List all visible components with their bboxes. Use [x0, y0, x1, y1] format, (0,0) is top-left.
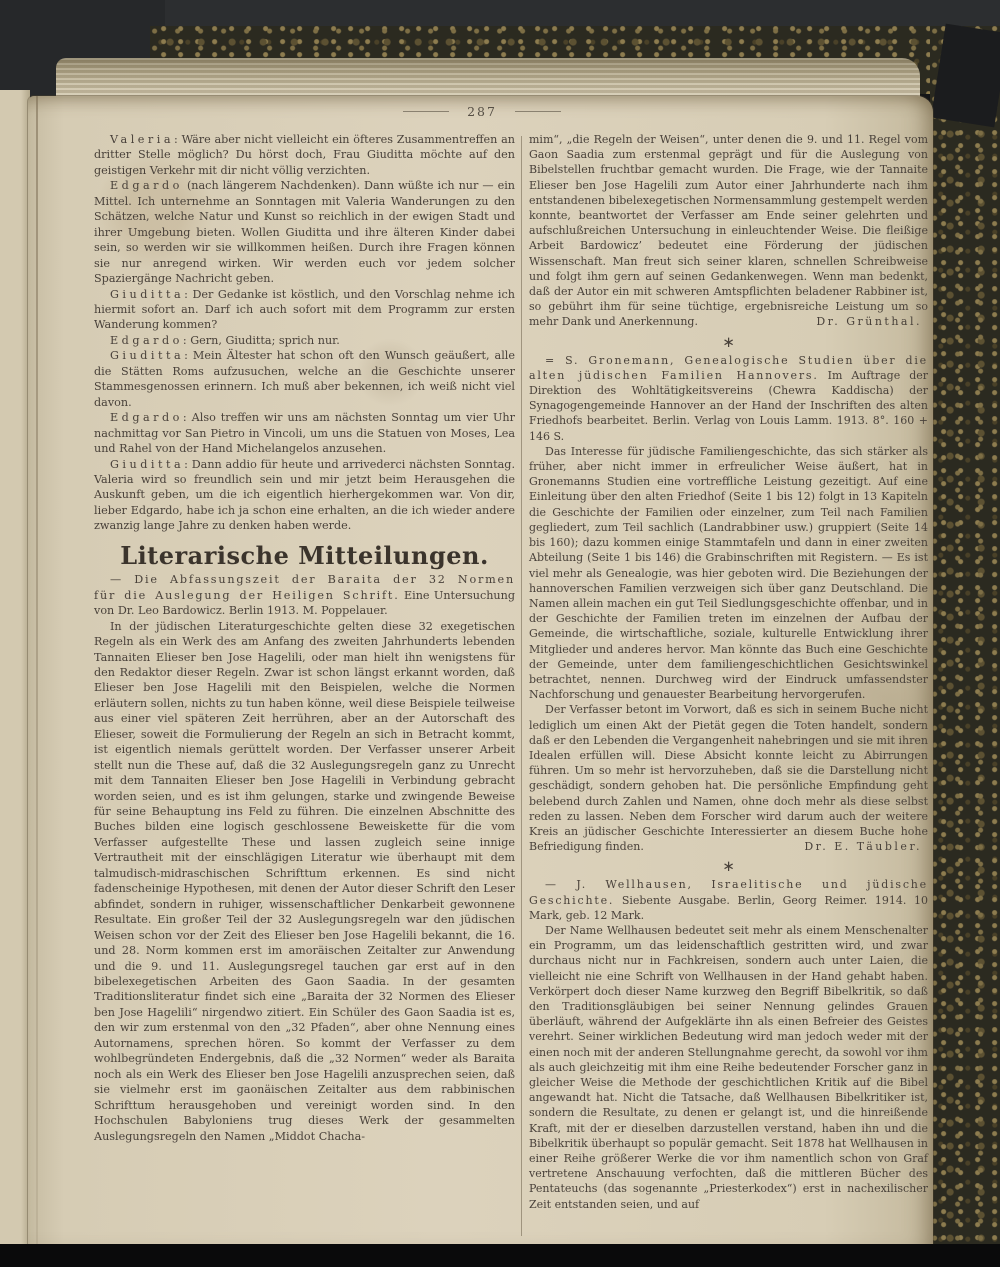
- review-body-continuation: mim“, „die Regeln der Weisen“, unter denen die 9. und 11. Regel vom Gaon Saadia zum erstenmal geprägt und für die Auslegung von Bibelstellen fruchtbar gemacht wurden. Die Frage, wie der Tannaite Elieser ben Jose Hagelili zum Autor einer Jahrhunderte nach ihm entstandenen bibelexegetischen Normensammlung gestempelt werden konnte, beantwortet der Verfasser am Ende seiner gelehrten und aufschlußreichen Untersuchung in einleuchtender Weise. Die fleißige Arbeit Bardowicz’ bedeutet eine Förderung der jüdischen Wissenschaft. Man freut sich seiner klaren, schnellen Schreibweise und folgt ihm gern auf seinen Gedankenwegen. Wenn man bedenkt, daß der Autor ein mit schweren Amtspflichten beladener Rabbiner ist, so gebührt ihm für seine tüchtige, ergebnisreiche Leistung um so mehr Dank und Anerkennung.: [529, 133, 928, 329]
- page-number-row: [312, 102, 652, 120]
- dialogue-paragraph: [94, 410, 515, 456]
- section-divider-ornament: ∗: [722, 857, 735, 876]
- book-cover-right-edge: [930, 26, 1000, 1250]
- dialogue-paragraph: [94, 132, 515, 178]
- background-shadow-bottom: [0, 1244, 1000, 1267]
- speaker-separator: :: [182, 333, 187, 347]
- speaker-name: Edgardo: [110, 411, 183, 425]
- speaker-note: (nach längerem Nachdenken).: [182, 179, 360, 193]
- speaker-separator: :: [184, 457, 188, 471]
- review-imprint: Im Auftrage der Direktion des Wohltätigkeitsvereins (Chewra Kaddischa) der Synagogengemeinde Hannover an der Hand der Inschriften des alten Friedhofs bearbeitet. Berlin. Verlag von Louis Lamm. 1913. 8°. 160 + 146 S.: [529, 368, 928, 443]
- folio-dash-left: [403, 111, 449, 112]
- review-body: In der jüdischen Literaturgeschichte gelten diese 32 exegetischen Regeln als ein Werk des am Anfang des zweiten Jahrhunderts lebenden Tannaiten Elieser ben Jose Hagelili, oder man hielt ihn wenigstens für den Redaktor dieser Regeln. Zwar ist schon längst erkannt worden, daß Elieser ben Jose Hagelili mit den Beispielen, welche die Normen erläutern sollen, nichts zu tun haben könne, weil diese Beispiele teilweise aus einer viel späteren Zeit herrühren, aber an der Autorschaft des Elieser, soweit die Formulierung der Regeln an sich in Betracht kommt, ist eigentlich niemals gerüttelt worden. Der Verfasser unserer Arbeit stellt nun die These auf, daß die 32 Auslegungsregeln ganz zu Unrecht mit dem Tannaiten Elieser ben Jose Hagelili in Verbindung gebracht worden seien, und es ist ihm gelungen, starke und zwingende Beweise für seine Behauptung ins Feld zu führen. Die einzelnen Abschnitte des Buches bilden eine logisch geschlossene Beweiskette für die vom Verfasser aufgestellte These und lassen zugleich seine innige Vertrautheit mit der einschlägigen Literatur wie überhaupt mit dem talmudisch-midraschischen Schrifttum erkennen. Es sind nicht fadenscheinige Hypothesen, mit denen der Autor dieser Schrift den Leser abfindet, sondern in ruhiger, wissenschaftlicher Denkarbeit gewonnene Resultate. Ein großer Teil der 32 Auslegungsregeln war den jüdischen Weisen schon vor der Zeit des Elieser ben Jose Hagelili bekannt, die 16. und 28. Norm kommen erst im amoräischen Zeitalter zur Anwendung und die 9. und 11. Auslegungsregel tauchen gar erst auf in den bibelexegetischen Arbeiten des Gaon Saadia. In der gesamten Traditionsliteratur findet sich eine „Baraita der 32 Normen des Elieser ben Jose Hagelili“ nirgendwo zitiert. Ein Schüler des Gaon Saadia ist es, den wir zum erstenmal von den „32 Pfaden“, aber ohne Nennung eines Autornamens, sprechen hören. So kommt der Verfasser zu dem wohlbegründeten Endergebnis, daß die „32 Normen“ weder als Baraita noch als ein Werk des Elieser ben Jose Hagelili anzusprechen seien, daß sie vielmehr erst im gaonäischen Zeitalter aus dem rabbinischen Schrifttum herausgehoben und vereinigt worden sind. In den Hochschulen Babyloniens trug dieses Werk der gesammelten Auslegungsregeln den Namen „Middot Chacha-: [94, 619, 515, 1143]
- dialogue-paragraph: [94, 178, 515, 286]
- speaker-name: Edgardo: [110, 333, 183, 347]
- review-body: Das Interesse für jüdische Familiengeschichte, das sich stärker als früher, aber nicht immer in erfreulicher Weise äußert, hat in Gronemanns Studien eine vortreffliche Leistung gezeitigt. Auf eine Einleitung über den alten Friedhof (Seite 1 bis 12) folgt in 13 Kapiteln die Geschichte der Familien oder einzelner, zum Teil nach Familien gegliedert, zum Teil sachlich (Landrabbiner usw.) gruppiert (Seite 14 bis 160); dazu kommen einige Stammtafeln und dann in einer zweiten Abteilung (Seite 1 bis 146) die Grabinschriften mit Registern. — Es ist viel mehr als Genealogie, was hier geboten wird. Die Beziehungen der hannoverschen Familien verzweigen sich über ganz Deutschland. Die Namen allein machen ein gut Teil Siedlungsgeschichte offenbar, und in der Geschichte der Familien treten im einzelnen der Aufbau der Gemeinde, die wirtschaftliche, soziale, kulturelle Entwicklung ihrer Mitglieder und anderes hervor. Man könnte das Buch eine Geschichte der Gemeinde, unter dem familiengeschichtlichen Gesichtswinkel betrachtet, nennen. Durchweg wird der Eindruck umfassendster Nachforschung und genauester Bearbeitung hervorgerufen.: [529, 444, 928, 702]
- dialogue-text: Wäre aber nicht vielleicht ein öfteres Zusammentreffen an dritter Stelle möglich? Du hörst doch, Frau Giuditta möchte auf den geistigen Verkehr mit dir nicht völlig verzichten.: [94, 133, 515, 177]
- speaker-separator: :: [174, 133, 178, 146]
- speaker-name: Giuditta: [110, 287, 185, 301]
- dialogue-text: Mein Ältester hat schon oft den Wunsch geäußert, alle die Stätten Roms aufzusuchen, welche an die Geschichte unserer Stammesgenossen erinnern. Ich muß aber bekennen, ich weiß nicht viel davon.: [94, 349, 515, 409]
- speaker-separator: :: [184, 287, 188, 301]
- column-rule: [521, 136, 522, 1236]
- review-body: Der Name Wellhausen bedeutet seit mehr als einem Menschenalter ein Programm, um das leidenschaftlich gestritten wird, und zwar durchaus nicht nur in Fachkreisen, sondern auch unter Laien, die vielleicht nie eine Schrift von Wellhausen in der Hand gehabt haben. Verkörpert doch dieser Name kurzweg den Begriff Bibelkritik, so daß den Traditionsgläubigen bei seiner Nennung gelindes Grauen überläuft, während der Aufgeklärte ihn als einen Befreier des Geistes verehrt. Seiner wirklichen Bedeutung wird man jedoch weder mit der einen noch mit der anderen Stellungnahme gerecht, da sowohl vor ihm als auch gleichzeitig mit ihm eine Reihe bedeutender Forscher ganz in gleicher Weise die Methode der geschichtlichen Kritik auf die Bibel angewandt hat. Nicht die Tatsache, daß Wellhausen Bibelkritiker ist, sondern die Resultate, zu denen er gelangt ist, und die hinreißende Kraft, mit der er dieselben darzustellen verstand, haben ihn und die Bibelkritik überhaupt so populär gemacht. Seit 1878 hat Wellhausen in einer Reihe größerer Werke die vor ihm namentlich schon von Graf vertretene Anschauung verfochten, daß die mittleren Bücher des Pentateuchs (das sogenannte „Priesterkodex“) erst in nachexilischer Zeit entstanden seien, und auf: [529, 923, 928, 1211]
- speaker-name: Valeria: [110, 133, 175, 146]
- dialogue-text: Gern, Giuditta; sprich nur.: [190, 333, 340, 347]
- review-imprint: Eine Untersuchung von Dr. Leo Bardowicz. Berlin 1913. M. Poppelauer.: [94, 588, 516, 618]
- dialogue-text: Der Gedanke ist köstlich, und den Vorschlag nehme ich hiermit sofort an. Darf ich auch sofort mit dem Programm zur ersten Wanderung kommen?: [94, 287, 515, 332]
- dialogue-text: Dann wüßte ich nur — ein Mittel. Ich unternehme an Sonntagen mit Valeria Wanderungen zu den Schätzen, welche Natur und Kunst so reichlich in der ewigen Stadt und ihrer Umgebung bieten. Wollen Giuditta und ihre älteren Kinder dabei sein, so werden wir sie willkommen heißen. Durch ihre Fragen können sie nur anregend wirken. Wir werden euch vor jedem solcher Spaziergänge Nachricht geben.: [94, 179, 515, 286]
- review-body: Der Verfasser betont im Vorwort, daß es sich in seinem Buche nicht lediglich um einen Akt der Pietät gegen die Toten handelt, sondern daß er den Lebenden die Vergangenheit nahebringen und sie mit ihren Idealen erfüllen will. Diese Absicht konnte leicht zu Abirrungen führen. Um so mehr ist hervorzuheben, daß sie die Darstellung nicht geschädigt, sondern gehoben hat. Die persönliche Empfindung geht belebend durch Zahlen und Namen, ohne doch mehr als diese selbst reden zu lassen. Neben dem Forscher wird darum auch der weitere Kreis an jüdischer Geschichte Interessierter an diesem Buche hohe Befriedigung finden.: [529, 703, 928, 854]
- right-column: [529, 132, 928, 1212]
- page-gutter-crease: [36, 96, 38, 1248]
- dialogue-paragraph: [94, 333, 515, 348]
- left-column: [94, 132, 515, 1144]
- reviewer-signature: Dr. E. Täubler.: [804, 840, 922, 854]
- speaker-separator: :: [182, 411, 187, 425]
- section-heading: Literarische Mitteilungen.: [120, 540, 489, 570]
- reviewer-signature: Dr. Grünthal.: [816, 315, 922, 329]
- section-divider-ornament: ∗: [722, 332, 735, 351]
- speaker-separator: :: [184, 349, 188, 363]
- dialogue-paragraph: [94, 457, 515, 534]
- dialogue-paragraph: [94, 348, 515, 410]
- adjacent-page-edge: [0, 90, 30, 1248]
- dialogue-text: Dann addio für heute und arrivederci nächsten Sonntag. Valeria wird so freundlich sein und mir jetzt beim Herausgehen die Auskunft geben, um die ich eigentlich hierhergekommen war. Von dir, lieber Edgardo, habe ich ja schon eine erhalten, an die ich wieder andere zwanzig lange Jahre zu denken haben werde.: [94, 457, 515, 533]
- review-title: — Die Abfassungszeit der Baraita der 32 Normen für die Auslegung der Heiligen Schrift.: [94, 573, 515, 602]
- page-number: 287: [467, 103, 497, 119]
- speaker-name: Giuditta: [110, 349, 185, 363]
- dialogue-paragraph: [94, 287, 515, 333]
- review-imprint: Siebente Ausgabe. Berlin, Georg Reimer. 1914. 10 Mark, geb. 12 Mark.: [529, 893, 929, 922]
- book-page: [28, 96, 933, 1248]
- dialogue-text: Also treffen wir uns am nächsten Sonntag um vier Uhr nachmittag vor San Pietro in Vincoli, um uns die Statuen von Moses, Lea und Rahel von der Hand Michelangelos anzusehen.: [94, 411, 515, 456]
- review-bibliographic-heading: [529, 353, 928, 444]
- review-title: — J. Wellhausen, Israelitische und jüdische Geschichte.: [529, 878, 928, 907]
- speaker-name: Giuditta: [110, 457, 185, 471]
- speaker-name: Edgardo: [110, 179, 183, 193]
- review-bibliographic-heading: [529, 877, 928, 923]
- review-bibliographic-heading: [94, 572, 515, 618]
- review-title: = S. Gronemann, Genealogische Studien über die alten jüdischen Familien Hannovers.: [529, 353, 928, 382]
- folio-dash-right: [515, 111, 561, 112]
